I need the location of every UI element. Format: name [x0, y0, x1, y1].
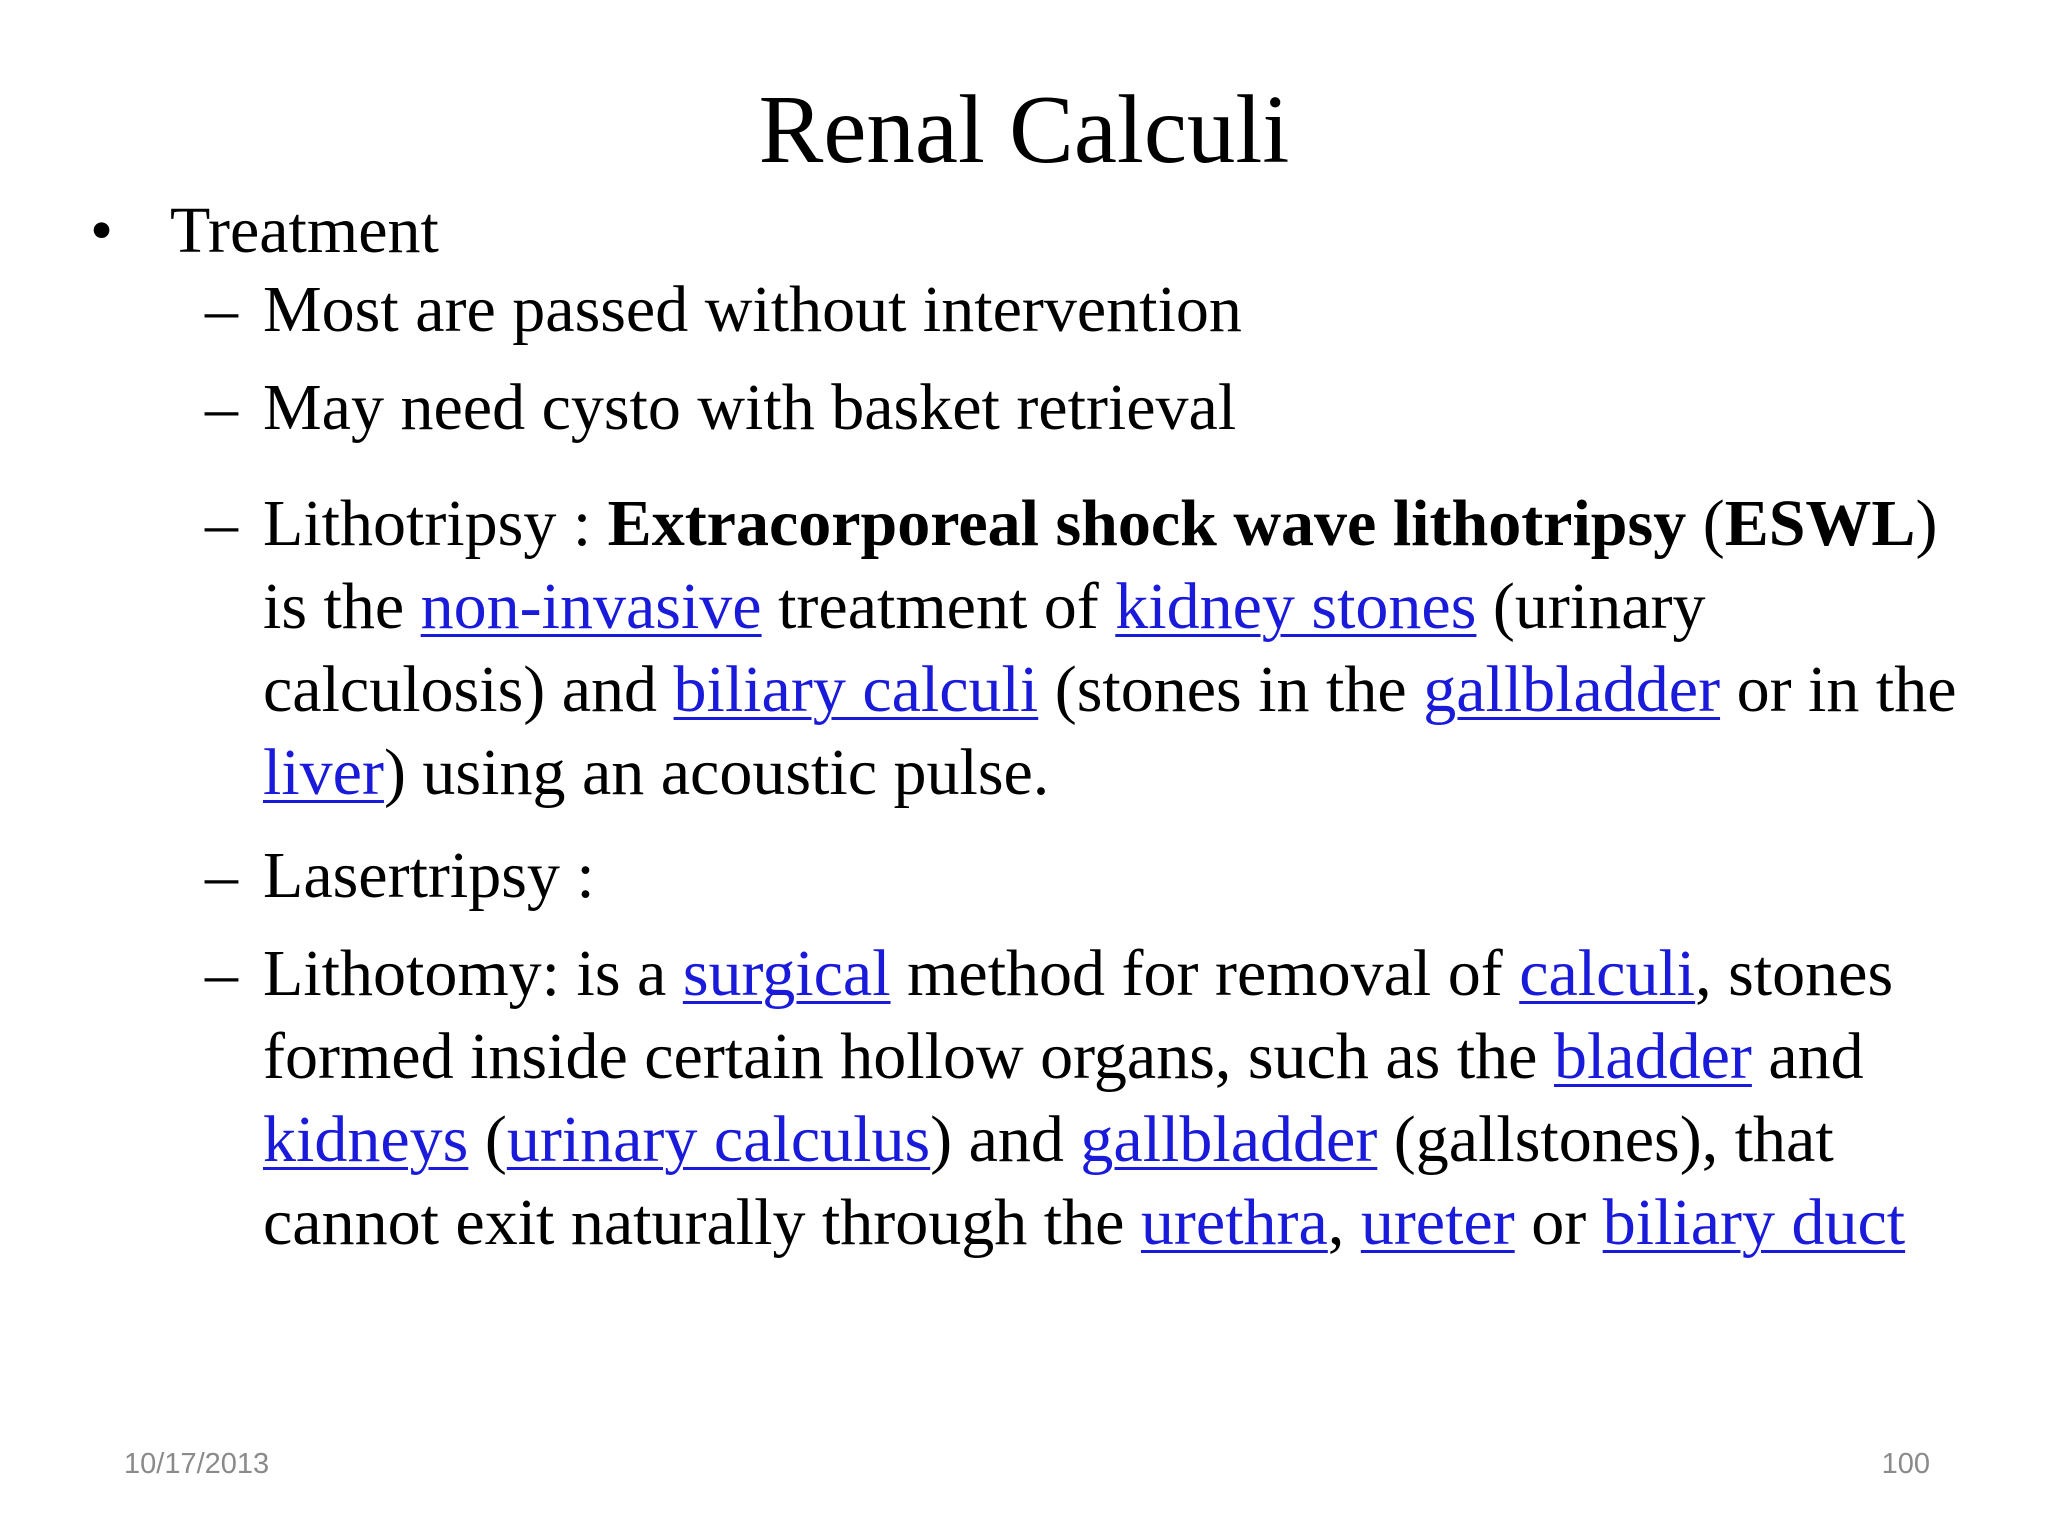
dash-marker: – — [205, 371, 238, 444]
eswl-line-1 — [263, 482, 1957, 565]
dash-marker: – — [205, 487, 238, 560]
lithotomy-text: , — [1327, 1186, 1361, 1259]
lithotomy-line-2 — [263, 1015, 1905, 1098]
eswl-text: treatment of — [761, 570, 1116, 643]
link-kidney-stones[interactable]: kidney stones — [1115, 570, 1477, 643]
link-urinary-calculus[interactable]: urinary calculus — [506, 1103, 931, 1176]
sub-item-lasertripsy — [205, 834, 595, 917]
link-urethra[interactable]: urethra — [1140, 1186, 1328, 1259]
eswl-text: or in the — [1720, 653, 1957, 726]
sub-item-text: May need cysto with basket retrieval — [263, 371, 1237, 444]
eswl-text: (urinary — [1476, 570, 1706, 643]
eswl-open-paren: ( — [1686, 487, 1725, 560]
link-non-invasive[interactable]: non-invasive — [420, 570, 762, 643]
eswl-line-2 — [263, 565, 1957, 648]
bullet-marker: • — [90, 194, 114, 267]
sub-item-eswl — [205, 482, 1957, 814]
lithotomy-text: , stones — [1695, 937, 1894, 1010]
dash-marker: – — [205, 937, 238, 1010]
sub-item-text: Most are passed without intervention — [263, 273, 1242, 346]
link-surgical[interactable]: surgical — [682, 937, 891, 1010]
lithotomy-line-4 — [263, 1181, 1905, 1264]
bullet-treatment — [90, 190, 439, 272]
link-biliary-duct[interactable]: biliary duct — [1602, 1186, 1906, 1259]
sub-item-cysto — [205, 366, 1236, 449]
link-calculi[interactable]: calculi — [1519, 937, 1696, 1010]
eswl-line-4 — [263, 731, 1957, 814]
eswl-text: calculosis) and — [263, 653, 674, 726]
bullet-label: Treatment — [170, 194, 439, 267]
eswl-text: (stones in the — [1038, 653, 1424, 726]
slide-title: Renal Calculi — [758, 76, 1290, 183]
lithotomy-text: ) and — [930, 1103, 1081, 1176]
lithotomy-text: and — [1751, 1020, 1864, 1093]
eswl-text: ) using an acoustic pulse. — [383, 736, 1050, 809]
lithotomy-line-3 — [263, 1098, 1905, 1181]
lithotomy-text: cannot exit naturally through the — [263, 1186, 1141, 1259]
link-bladder[interactable]: bladder — [1553, 1020, 1752, 1093]
lithotomy-text: formed inside certain hollow organs, such as the — [263, 1020, 1554, 1093]
eswl-line-3 — [263, 648, 1957, 731]
lithotomy-text: (gallstones), that — [1377, 1103, 1834, 1176]
lithotomy-text: method for removal of — [890, 937, 1520, 1010]
link-kidneys[interactable]: kidneys — [263, 1103, 469, 1176]
footer-page-number: 100 — [1881, 1448, 1930, 1480]
dash-marker: – — [205, 839, 238, 912]
lithotomy-text: ( — [468, 1103, 507, 1176]
sub-item-lithotomy — [205, 932, 1905, 1264]
dash-marker: – — [205, 273, 238, 346]
eswl-bold-term: Extracorporeal shock wave lithotripsy — [607, 487, 1687, 560]
link-liver[interactable]: liver — [263, 736, 384, 809]
link-gallbladder[interactable]: gallbladder — [1423, 653, 1721, 726]
footer-date: 10/17/2013 — [124, 1448, 270, 1480]
lithotomy-text: or — [1514, 1186, 1603, 1259]
sub-item-passed — [205, 268, 1242, 351]
link-gallbladder-2[interactable]: gallbladder — [1080, 1103, 1378, 1176]
sub-item-text: Lasertripsy : — [263, 839, 595, 912]
link-biliary-calculi[interactable]: biliary calculi — [673, 653, 1039, 726]
eswl-close-paren: ) — [1915, 487, 1938, 560]
eswl-prefix: Lithotripsy : — [263, 487, 608, 560]
eswl-text: is the — [263, 570, 421, 643]
eswl-abbr: ESWL — [1724, 487, 1916, 560]
lithotomy-text: Lithotomy: is a — [263, 937, 683, 1010]
lithotomy-line-1 — [263, 932, 1905, 1015]
link-ureter[interactable]: ureter — [1360, 1186, 1515, 1259]
